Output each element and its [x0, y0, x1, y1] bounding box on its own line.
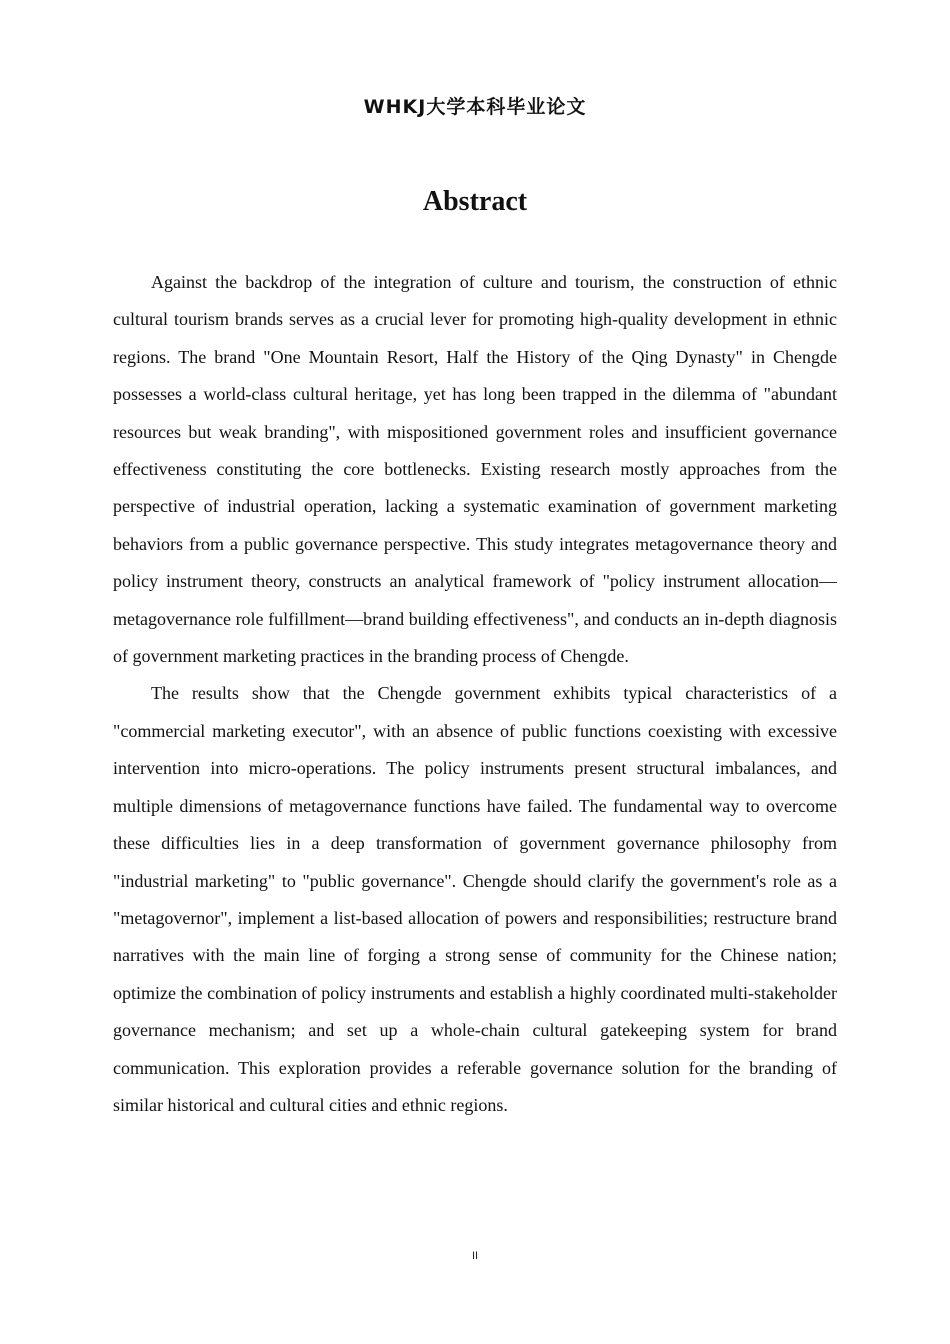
running-header: WHKJ大学本科毕业论文 [363, 96, 587, 118]
abstract-paragraph-2: The results show that the Chengde government exhibits typical characteristics of a "commercial marketing executor", with an absence of public functions coexisting with excessive intervention into micro-operations. The policy instruments present structural imbalances, and multiple dimensions of metagovernance functions have failed. The fundamental way to overcome these difficulties lies in a deep transformation of government governance philosophy from "industrial marketing" to "public governance". Chengde should clarify the government's role as a "metagovernor", implement a list-based allocation of powers and responsibilities; restructure brand narratives with the main line of forging a strong sense of community for the Chinese nation; optimize the combination of policy instruments and establish a highly coordinated multi-stakeholder governance mechanism; and set up a whole-chain cultural gatekeeping system for brand communication. This exploration provides a referable governance solution for the branding of similar historical and cultural cities and ethnic regions. [113, 683, 837, 1115]
abstract-title: Abstract [422, 186, 528, 217]
abstract-paragraph-1: Against the backdrop of the integration of culture and tourism, the construction of ethnic cultural tourism brands serves as a crucial lever for promoting high-quality development in ethnic regions. The brand "One Mountain Resort, Half the History of the Qing Dynasty" in Chengde possesses a world-class cultural heritage, yet has long been trapped in the dilemma of "abundant resources but weak branding", with mispositioned government roles and insufficient governance effectiveness constituting the core bottlenecks. Existing research mostly approaches from the perspective of industrial operation, lacking a systematic examination of government marketing behaviors from a public governance perspective. This study integrates metagovernance theory and policy instrument theory, constructs an analytical framework of "policy instrument allocation—metagovernance role fulfillment—brand building effectiveness", and conducts an in-depth diagnosis of government marketing practices in the branding process of Chengde. [113, 272, 837, 667]
abstract-body [113, 264, 837, 1124]
page-number: II [471, 1250, 479, 1262]
